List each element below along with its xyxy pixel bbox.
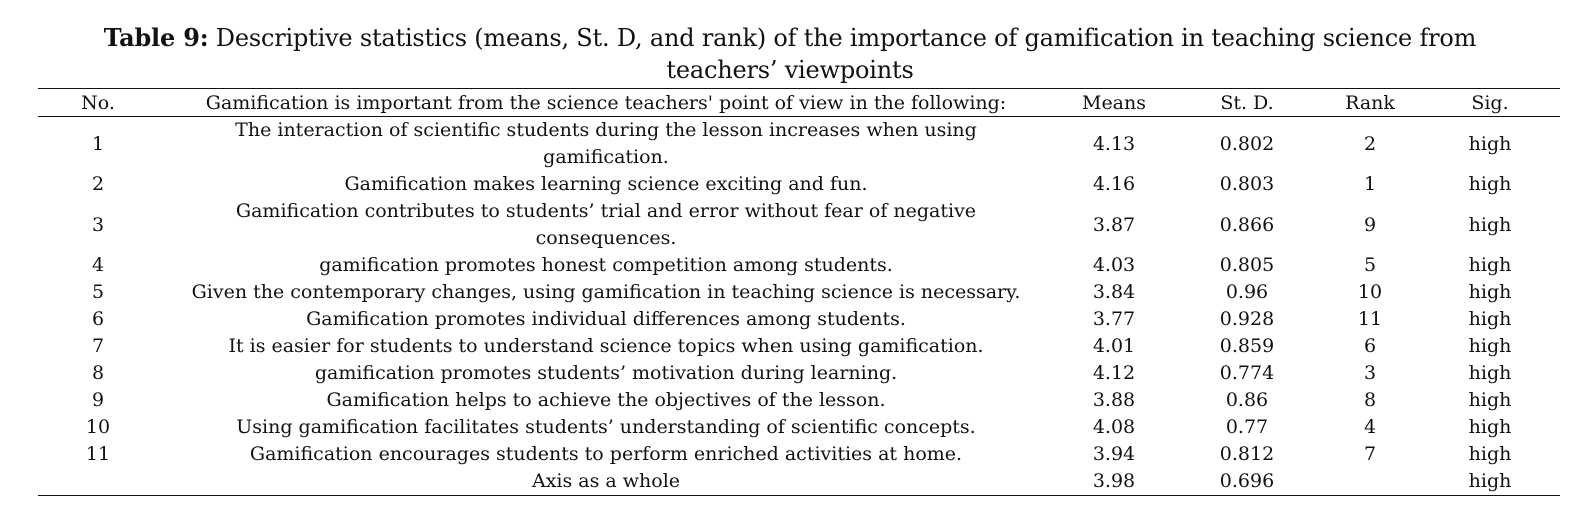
header-sd: St. D. <box>1174 89 1320 117</box>
row-rank: 6 <box>1363 335 1377 357</box>
row-sig: high <box>1468 362 1512 384</box>
row-statement <box>158 117 1054 172</box>
table-row <box>38 252 1560 279</box>
table-caption <box>60 22 1520 86</box>
row-rank: 8 <box>1363 389 1377 411</box>
row-no: 10 <box>85 416 111 438</box>
row-statement: Given the contemporary changes, using gamification in teaching science is necessary. <box>191 281 1021 303</box>
total-sd: 0.696 <box>1174 468 1320 496</box>
table-row <box>38 360 1560 387</box>
table-total-row <box>38 468 1560 496</box>
row-sd: 0.86 <box>1225 389 1269 411</box>
row-means: 3.87 <box>1092 213 1136 236</box>
table-row <box>38 279 1560 306</box>
row-statement-text: Gamification contributes to students’ trial and error without fear of negative consequences. <box>235 200 977 249</box>
table-row <box>38 333 1560 360</box>
row-sig: high <box>1468 132 1512 155</box>
table-row <box>38 171 1560 198</box>
row-no: 7 <box>91 335 105 357</box>
header-sig: Sig. <box>1420 89 1560 117</box>
row-sig: high <box>1468 254 1512 276</box>
header-rank: Rank <box>1320 89 1420 117</box>
table-row <box>38 441 1560 468</box>
table-header-row <box>38 89 1560 117</box>
header-statement: Gamification is important from the science teachers' point of view in the following: <box>158 89 1054 117</box>
row-sig: high <box>1468 389 1512 411</box>
row-sd: 0.812 <box>1219 443 1275 465</box>
header-no: No. <box>38 89 158 117</box>
row-rank: 3 <box>1363 362 1377 384</box>
row-rank: 11 <box>1357 308 1383 330</box>
row-rank: 5 <box>1363 254 1377 276</box>
total-means: 3.98 <box>1054 468 1174 496</box>
row-no: 6 <box>91 308 105 330</box>
row-means: 4.01 <box>1092 335 1136 357</box>
header-means: Means <box>1054 89 1174 117</box>
row-sd: 0.805 <box>1219 254 1275 276</box>
table-row <box>38 387 1560 414</box>
row-means: 4.08 <box>1092 416 1136 438</box>
row-rank: 4 <box>1363 416 1377 438</box>
total-sig: high <box>1420 468 1560 496</box>
table-caption-text: Descriptive statistics (means, St. D, and rank) of the importance of gamification in teaching science from teachers’ viewpoints <box>208 24 1477 84</box>
row-sd: 0.803 <box>1219 173 1275 195</box>
row-sd: 0.77 <box>1225 416 1269 438</box>
row-rank: 10 <box>1357 281 1383 303</box>
row-statement: Gamification encourages students to perform enriched activities at home. <box>249 443 963 465</box>
table-row <box>38 306 1560 333</box>
row-statement: Gamification promotes individual differences among students. <box>306 308 906 330</box>
row-means: 3.77 <box>1092 308 1136 330</box>
table-row <box>38 198 1560 252</box>
row-means: 4.13 <box>1092 132 1136 155</box>
row-statement-text: The interaction of scientific students during the lesson increases when using gamification. <box>235 119 977 168</box>
row-sd: 0.928 <box>1219 308 1275 330</box>
table-caption-label: Table 9: <box>103 23 209 52</box>
row-sig: high <box>1468 281 1512 303</box>
row-statement <box>158 198 1054 252</box>
row-means: 3.94 <box>1092 443 1136 465</box>
row-statement: gamification promotes students’ motivation during learning. <box>314 362 898 384</box>
statistics-table <box>38 88 1560 496</box>
table-row <box>38 117 1560 172</box>
row-sig: high <box>1468 443 1512 465</box>
row-statement: gamification promotes honest competition among students. <box>319 254 893 276</box>
row-sd: 0.96 <box>1225 281 1269 303</box>
row-statement: Gamification makes learning science exciting and fun. <box>344 173 868 195</box>
row-rank: 1 <box>1363 173 1377 195</box>
row-means: 3.84 <box>1092 281 1136 303</box>
row-no: 8 <box>91 362 105 384</box>
row-sd: 0.774 <box>1219 362 1275 384</box>
row-no: 5 <box>91 281 105 303</box>
row-sig: high <box>1468 213 1512 236</box>
row-sd: 0.802 <box>1219 132 1275 155</box>
row-no: 9 <box>91 389 105 411</box>
row-no: 1 <box>91 132 105 155</box>
row-means: 3.88 <box>1092 389 1136 411</box>
row-sd: 0.859 <box>1219 335 1275 357</box>
row-sig: high <box>1468 335 1512 357</box>
row-statement: Using gamification facilitates students’ understanding of scientific concepts. <box>236 416 976 438</box>
row-means: 4.03 <box>1092 254 1136 276</box>
row-no: 11 <box>85 443 111 465</box>
row-rank: 7 <box>1363 443 1377 465</box>
row-rank: 9 <box>1363 213 1377 236</box>
row-sig: high <box>1468 308 1512 330</box>
row-statement: Gamification helps to achieve the objectives of the lesson. <box>326 389 886 411</box>
row-statement: It is easier for students to understand science topics when using gamification. <box>228 335 984 357</box>
total-label: Axis as a whole <box>158 468 1054 496</box>
row-no: 2 <box>91 173 105 195</box>
row-no: 3 <box>91 213 105 236</box>
row-sd: 0.866 <box>1219 213 1275 236</box>
row-sig: high <box>1468 173 1512 195</box>
row-means: 4.12 <box>1092 362 1136 384</box>
total-rank <box>1320 468 1420 496</box>
row-no: 4 <box>91 254 105 276</box>
row-means: 4.16 <box>1092 173 1136 195</box>
row-rank: 2 <box>1363 132 1377 155</box>
table-row <box>38 414 1560 441</box>
total-no <box>38 468 158 496</box>
row-sig: high <box>1468 416 1512 438</box>
